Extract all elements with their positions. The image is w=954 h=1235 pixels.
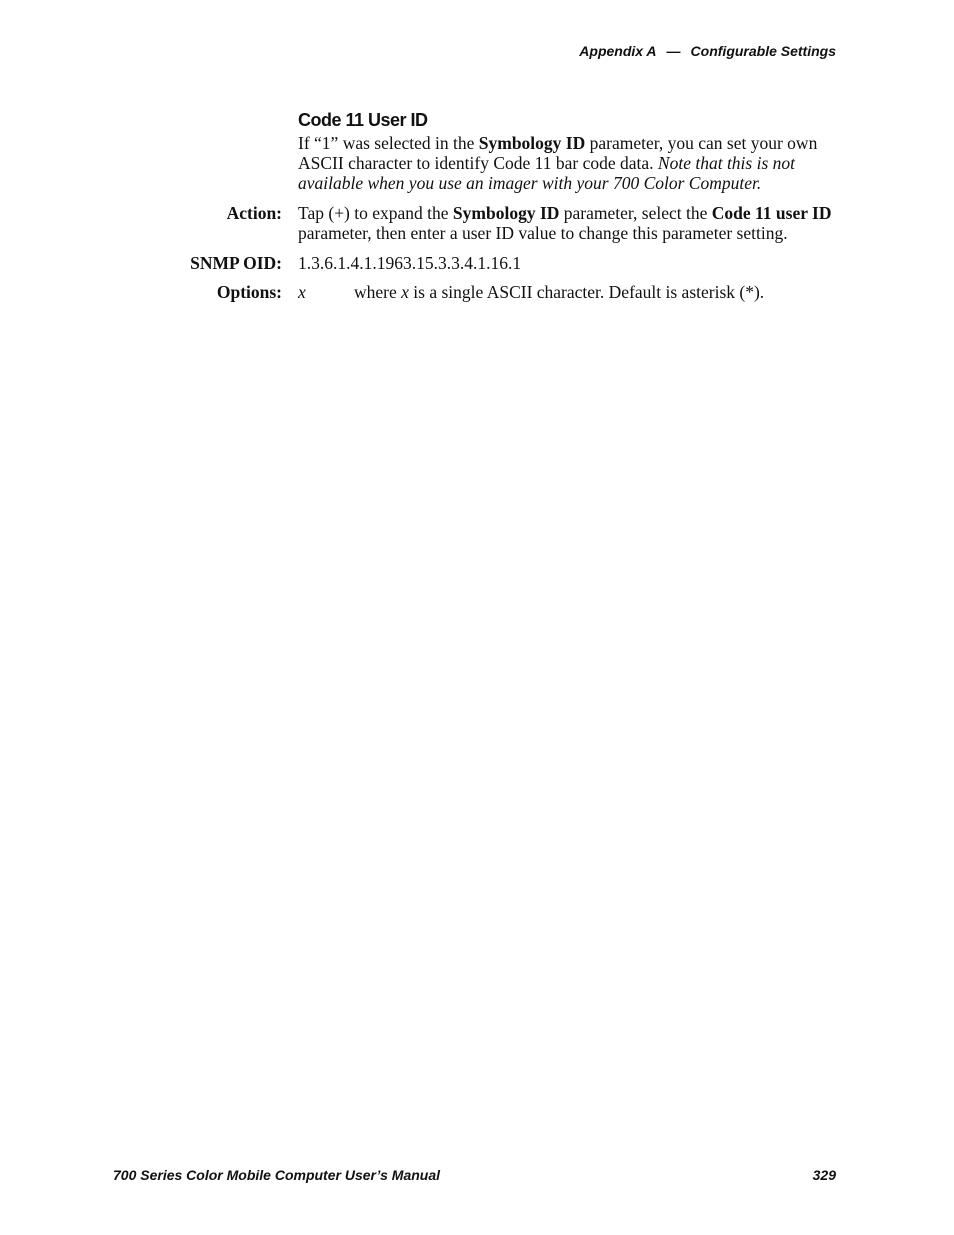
- action-term-code11-user-id: Code 11 user ID: [711, 203, 832, 223]
- option-desc-text-2: is a single ASCII character. Default is asterisk (*).: [408, 282, 765, 302]
- footer-page-number: 329: [812, 1167, 836, 1183]
- footer-manual-title: 700 Series Color Mobile Computer User’s Manual: [113, 1167, 441, 1183]
- intro-note: Note that this is not available when you use an imager with your 700 Color Computer.: [298, 153, 796, 193]
- option-desc-text-1: where: [354, 282, 402, 302]
- option-description: [354, 282, 764, 302]
- running-header: [579, 43, 836, 59]
- action-text-2: parameter, select the: [559, 203, 712, 223]
- option-desc-variable: x: [401, 282, 409, 302]
- action-text-1: Tap (+) to expand the: [298, 203, 453, 223]
- intro-text-1: If “1” was selected in the: [298, 133, 479, 153]
- action-label: Action:: [226, 203, 282, 223]
- intro-term-symbology-id: Symbology ID: [478, 133, 586, 153]
- header-title: Configurable Settings: [690, 43, 836, 59]
- intro-paragraph: [298, 133, 843, 193]
- action-paragraph: [298, 203, 843, 243]
- action-term-symbology-id: Symbology ID: [452, 203, 560, 223]
- snmp-oid-value: 1.3.6.1.4.1.1963.15.3.3.4.1.16.1: [298, 253, 522, 273]
- snmp-label: SNMP OID:: [190, 253, 282, 273]
- intro-text-2: parameter, you can set your own ASCII character to identify Code 11 bar code data.: [298, 133, 818, 173]
- section-title: Code 11 User ID: [298, 110, 428, 130]
- action-text-3: parameter, then enter a user ID value to change this parameter setting.: [298, 223, 788, 243]
- options-label: Options:: [216, 282, 282, 302]
- header-separator: —: [666, 43, 681, 59]
- header-section: Appendix A: [579, 43, 657, 59]
- option-value: x: [298, 282, 306, 302]
